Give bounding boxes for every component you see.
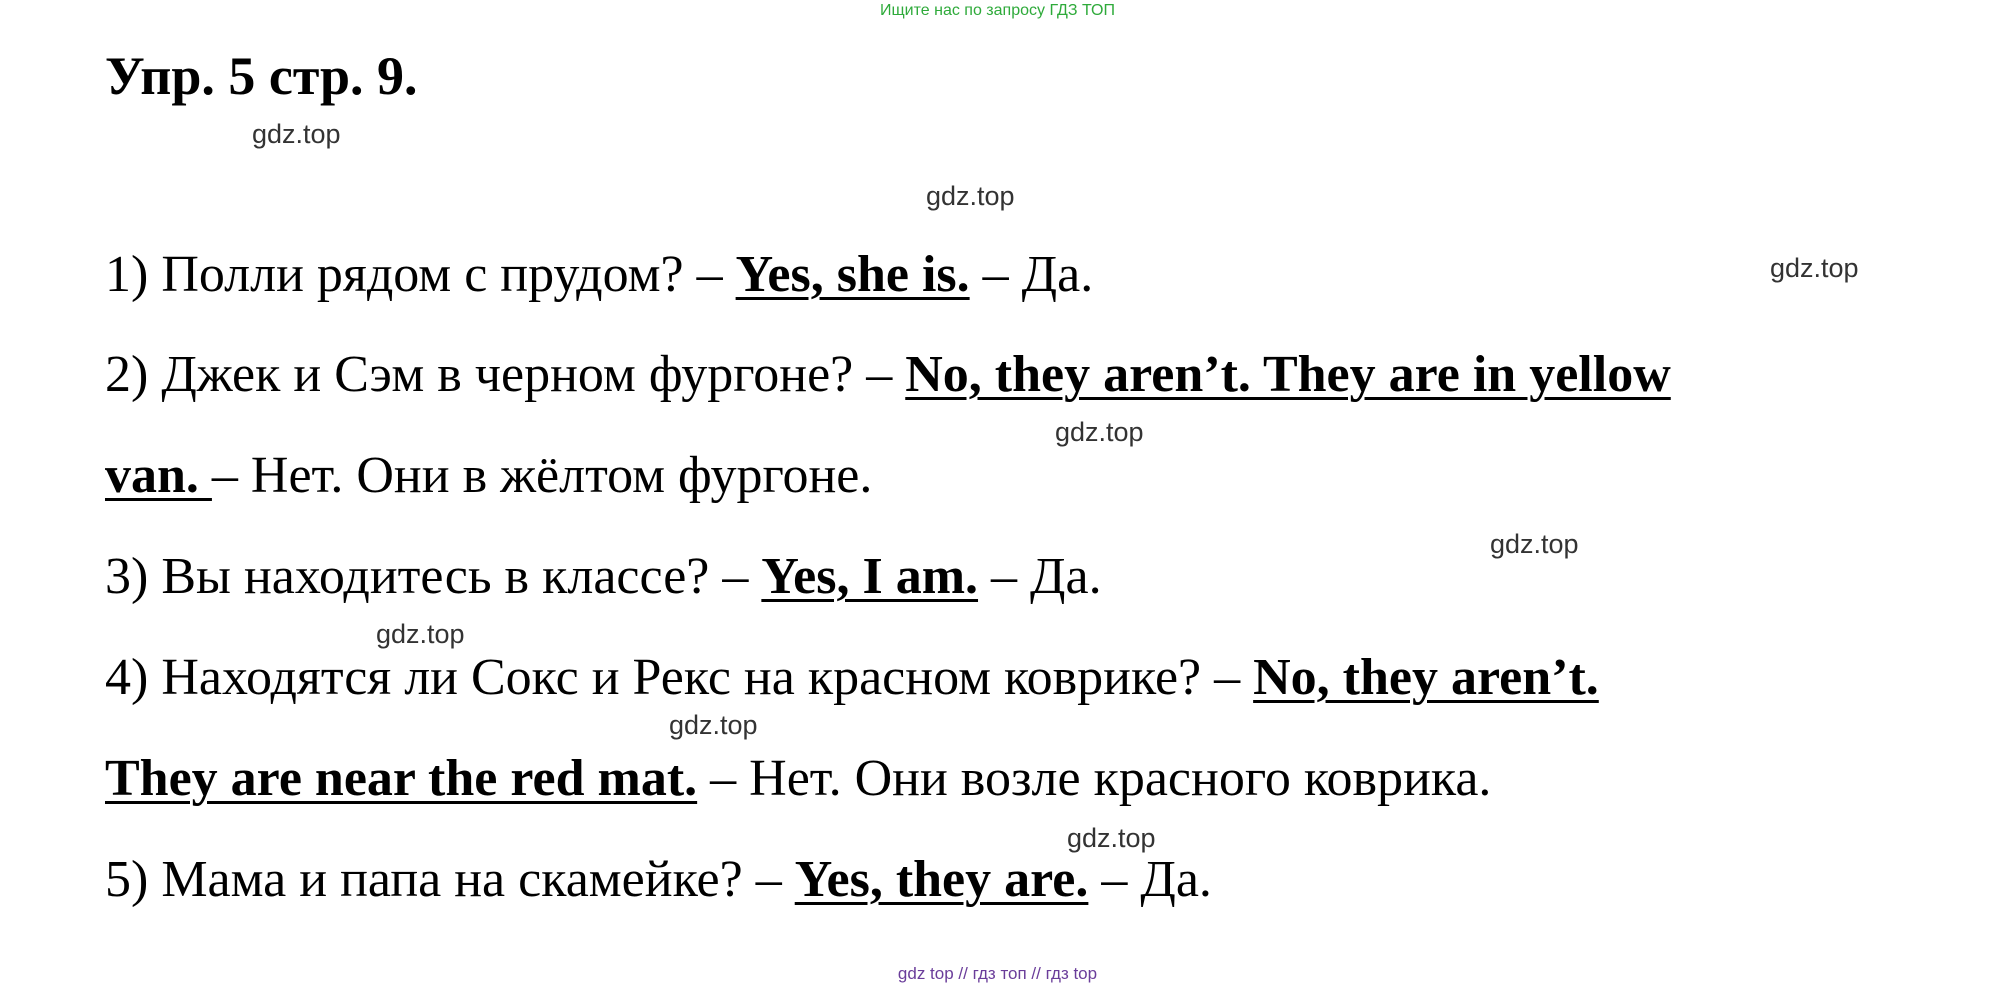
watermark: gdz.top [1490, 529, 1579, 559]
answer-line-5 [105, 849, 1212, 911]
answer-line-2-continued [105, 445, 872, 507]
answer-line-1 [105, 244, 1093, 306]
translation-text: – Да. [969, 246, 1094, 303]
answer-text: No, they aren’t. They are in yellow [905, 346, 1671, 403]
answer-line-4-continued [105, 748, 1491, 810]
answer-line-2 [105, 344, 1671, 406]
watermark: gdz.top [1770, 253, 1859, 283]
question-text: 4) Находятся ли Сокс и Рекс на красном коврике? – [105, 649, 1254, 706]
answer-text: Yes, they are. [794, 851, 1089, 908]
answer-text: No, they aren’t. [1253, 649, 1599, 706]
watermark: gdz.top [252, 119, 341, 149]
watermark: gdz.top [926, 181, 1015, 211]
question-text: 3) Вы находитесь в классе? – [105, 548, 762, 605]
question-text: 2) Джек и Сэм в черном фургоне? – [105, 346, 906, 403]
answer-text: van. [105, 447, 212, 504]
answer-line-3 [105, 546, 1102, 608]
translation-text: – Да. [1088, 851, 1212, 908]
translation-text: – Нет. Они возле красного коврика. [697, 750, 1492, 807]
translation-text: – Нет. Они в жёлтом фургоне. [211, 447, 873, 504]
search-hint-banner: Ищите нас по запросу ГДЗ ТОП [880, 2, 1115, 19]
translation-text: – Да. [978, 548, 1102, 605]
watermark: gdz.top [1055, 417, 1144, 447]
question-text: 1) Полли рядом с прудом? – [105, 246, 736, 303]
question-text: 5) Мама и папа на скамейке? – [105, 851, 795, 908]
answer-text: They are near the red mat. [105, 750, 698, 807]
answer-text: Yes, I am. [761, 548, 979, 605]
watermark: gdz.top [669, 710, 758, 740]
footer-watermark: gdz top // гдз топ // гдз top [897, 964, 1098, 983]
answer-line-4 [105, 647, 1599, 709]
exercise-title: Упр. 5 стр. 9. [105, 46, 418, 106]
watermark: gdz.top [376, 619, 465, 649]
answer-text: Yes, she is. [735, 246, 970, 303]
watermark: gdz.top [1067, 823, 1156, 853]
